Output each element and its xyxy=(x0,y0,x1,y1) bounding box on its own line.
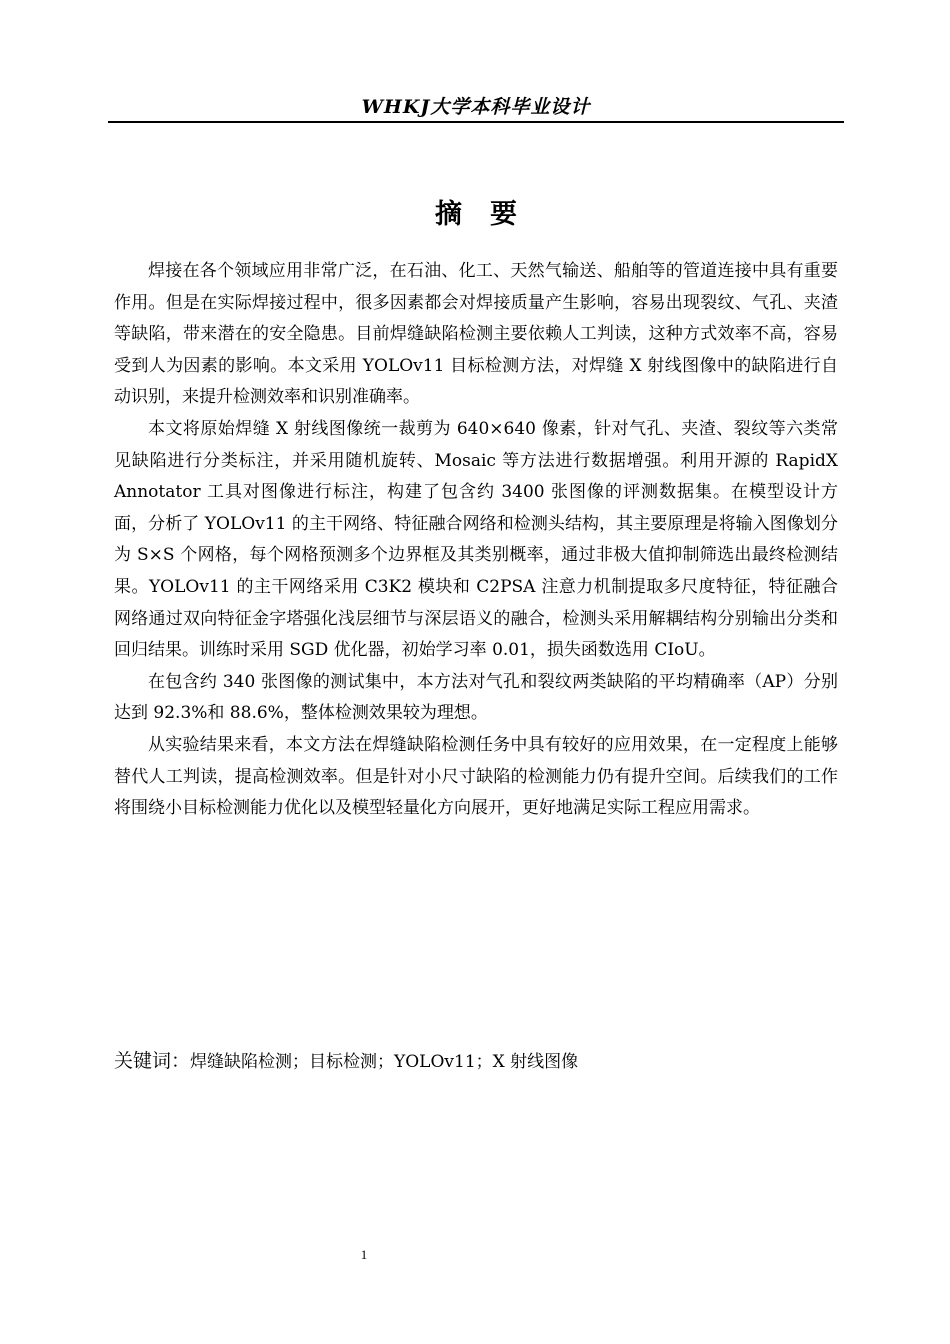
header-rule xyxy=(108,121,844,123)
page-number: 1 xyxy=(360,1247,368,1262)
abstract-paragraph-4: 从实验结果来看，本文方法在焊缝缺陷检测任务中具有较好的应用效果，在一定程度上能够替代人工判读，提高检测效率。但是针对小尺寸缺陷的检测能力仍有提升空间。后续我们的工作将围绕小目标检测能力优化以及模型轻量化方向展开，更好地满足实际工程应用需求。 xyxy=(114,734,838,819)
header-text: WHKJ大学本科毕业设计 xyxy=(361,96,591,118)
abstract-body xyxy=(114,256,838,825)
page-header xyxy=(108,92,844,119)
keywords-line xyxy=(114,1046,838,1077)
abstract-title: 摘要 xyxy=(435,199,545,230)
keywords-value: 焊缝缺陷检测；目标检测；YOLOv11；X 射线图像 xyxy=(190,1052,579,1072)
abstract-paragraph-1: 焊接在各个领域应用非常广泛，在石油、化工、天然气输送、船舶等的管道连接中具有重要作用。但是在实际焊接过程中，很多因素都会对焊接质量产生影响，容易出现裂纹、气孔、夹渣等缺陷，带来潜在的安全隐患。目前焊缝缺陷检测主要依赖人工判读，这种方式效率不高，容易受到人为因素的影响。本文采用 YOLOv11 目标检测方法，对焊缝 X 射线图像中的缺陷进行自动识别，来提升检测效率和识别准确率。 xyxy=(114,261,838,408)
keywords-label: 关键词： xyxy=(114,1050,191,1072)
abstract-paragraph-2: 本文将原始焊缝 X 射线图像统一裁剪为 640×640 像素，针对气孔、夹渣、裂纹等六类常见缺陷进行分类标注，并采用随机旋转、Mosaic 等方法进行数据增强。利用开源的 RapidX Annotator 工具对图像进行标注，构建了包含约 3400 张图像的评测数据集。在模型设计方面，分析了 YOLOv11 的主干网络、特征融合网络和检测头结构，其主要原理是将输入图像划分为 S×S 个网格，每个网格预测多个边界框及其类别概率，通过非极大值抑制筛选出最终检测结果。YOLOv11 的主干网络采用 C3K2 模块和 C2PSA 注意力机制提取多尺度特征，特征融合网络通过双向特征金字塔强化浅层细节与深层语义的融合，检测头采用解耦结构分别输出分类和回归结果。训练时采用 SGD 优化器，初始学习率 0.01，损失函数选用 CIoU。 xyxy=(114,418,838,661)
abstract-paragraph-3: 在包含约 340 张图像的测试集中，本方法对气孔和裂纹两类缺陷的平均精确率（AP）分别达到 92.3%和 88.6%，整体检测效果较为理想。 xyxy=(114,671,838,724)
